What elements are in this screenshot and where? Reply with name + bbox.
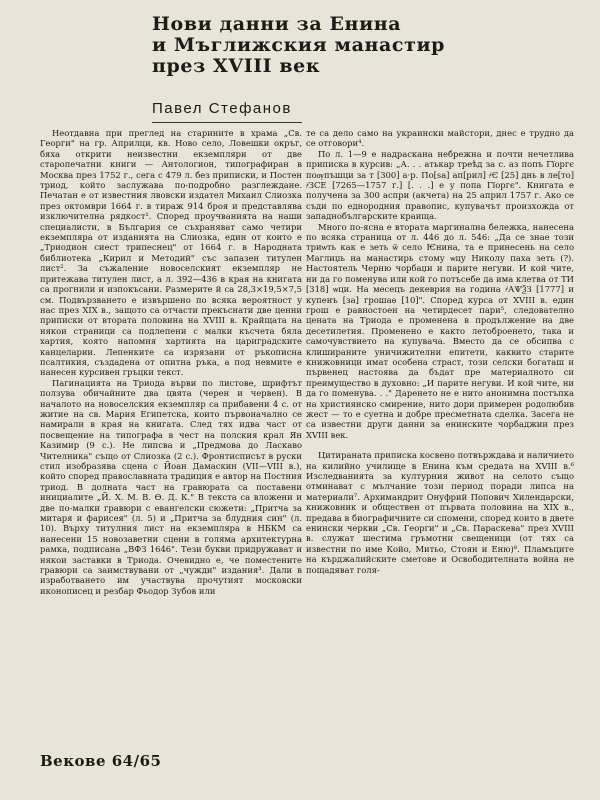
author-name: Павел Стефанов xyxy=(152,100,292,117)
paragraph: Неотдавна при преглед на старините в храма „Св. Георги" на гр. Априлци, кв. Ново село, Ловешки окръг, бяха открити неизвестни екземпляри от две старопечатни книги — Антологион, типографиран в Москва през 1752 г., сега с 479 л. без приписки, и Постен триод, който заслужава по-подробно разглеждане. Печатан е от известния лвовски издател Михаил Слиозка през октомври 1664 г. в тираж 914 броя и представлява изключителна рядкост¹. Според проучванията на наши специалисти, в България се съхраняват само четири екземпляра от изданията на Слиозка, един от които е „Триодион сиест трипеснец" от 1664 г. в Народната библиотека „Кирил и Методий" със запазен титулен лист². За съжаление новоселският екземпляр не притежава титулен лист, а л. 392—436 в края на книгата са прогнили и изпокъсани. Размерите й са 28,3×19,5×7,5 см. Подвързването е извършено по всяка вероятност у нас през XIX в., защото са отчасти прекъснати две ценни приписки от втората половина на XVIII в. Крайщата на някои страници са подлепени с малки късчета бяла хартия, която напомня хартията на цариградските канцеларии. Лепенките са изрязани от ръкописна псалтикия, създадена от опитна ръка, а под невмите е нанесен курсивен гръцки текст. xyxy=(40,128,302,378)
title-line-3: през XVIII век xyxy=(152,55,321,77)
title-line-2: и Мъглижския манастир xyxy=(152,34,446,56)
journal-footer: Векове 64/65 xyxy=(40,752,162,770)
paragraph: те са дело само на украински майстори, днес е трудно да се отговори⁴. xyxy=(306,128,574,149)
right-column xyxy=(306,128,574,575)
title-line-1: Нови данни за Енина xyxy=(152,13,402,35)
author-underline xyxy=(152,122,302,123)
paragraph: Цитираната приписка косвено потвърждава и наличието на килийно училище в Енина към средата на XVIII в.⁶ Изследванията за културния живот на селото също отминават с мълчание този период поради липса на материали⁷. Архимандрит Онуфрий Попович Хилендарски, книжовник и обществен от първата половина на XIX в., предава в биографичните си спомени, според които в двете енински черкви „Св. Георги" и „Св. Параскева" през XVIII в. служат шестима гръмотни свещеници (от тях са известни по име Койо, Митьо, Стоян и Еню)⁸. Пламъците на кърджалийските сметове и Освободителната война не пощадяват голя- xyxy=(306,450,574,575)
article-title xyxy=(152,14,572,77)
left-column xyxy=(40,128,302,596)
paragraph: По л. 1—9 е надраскана небрежна и почти нечетлива приписка в курсив: „А. . . атькар треѣд за с. аз попъ Гїоргє поѹпъшци за т [300] а·р. По[ѕа] ап[рил] ҂Є [25] днь в ле[то] ҂ЗСЕ [7265—1757 г.] [. . .] е у попа Гїоргє". Книгата е получена за 300 аспри (акчета) на 25 април 1757 г. Ако се съди по еднородния правопис, купувачът произхожда от западнобългарските краища. xyxy=(306,148,574,222)
paragraph: Пагинацията на Триода върви по листове, шрифтът ползува обичайните два цвята (черен и червен). В началото на новоселския екземпляр са прибавени 4 с. от житие на св. Мария Египетска, които първоначално се намирали в края на книгата. След тях идва част от посвещение на типографа в чест на полския крал Ян Казимир (9 с.). Не липсва и „Предмова до Ласкаво Чителника" също от Слиозка (2 с.). Фронтисписът в руски стил изобразява сцена с Йоан Дамаскин (VII—VIII в.), който според православната традиция е автор на Постния триод. В долната част на гравюрата са поставени инициалите „Й. Х. М. В. Ѳ. Д. К." В текста са вложени и две по-малки гравюри с евангелски сюжети: „Притча за митаря и фарисея" (л. 5) и „Притча за блудния син" (л. 10). Върху титулния лист на екземпляра в НБКМ са нанесени 15 новозаветни сцени в голяма архитектурна рамка, подписана „ВФЗ 1646". Тези букви придружават и някои заставки в Триода. Очевидно е, че поместените гравюри са заимствувани от „чужди" издания³. Дали в изработването им участвува прочутият московски иконописец и резбар Фьодор Зубов или xyxy=(40,377,302,596)
paragraph: Много по-ясна е втората маргинална бележка, нанесена по всяка страница от л. 446 до л. 546: „Да се знае този триѡть как е зеть ѿ село Ѥнина, та е принесень на село Маглиџь на манастирь стому ѡцу Николу паха зеть (?). Настоятель Черню чорбаџи и парите негуви. И кой чите, ни да го поменува или кой го потъсебе да има клетва от ТИ [318] ѡци. На месецъ декеврия на година ҂АѰѮЗ [1777] и купенъ [за] грошаѳ [10]". Според курса от XVIII в. един грош е равностоен на четирдесет пари⁵, следователно цената на Триода е променена в продължение на две десетилетия. Променено е както летоброенето, така и самочувствието на купувача. Вместо да се обсипва с клишираните уничижителни епитети, каквито старите книжовници имат особена страст, този селски богаташ и първенец настоява да бъдат пре материалното си преимущество в духовно: „И парите негуви. И кой чите, ни да го поменува. . ." Даренето не е нито анонимна постъпка на християнско смирение, нито дори примерен родолюбив жест — то е суетна и добре пресметната сделка. Засега не са известни други данни за енинските чорбаджии през XVIII век. xyxy=(306,221,574,440)
